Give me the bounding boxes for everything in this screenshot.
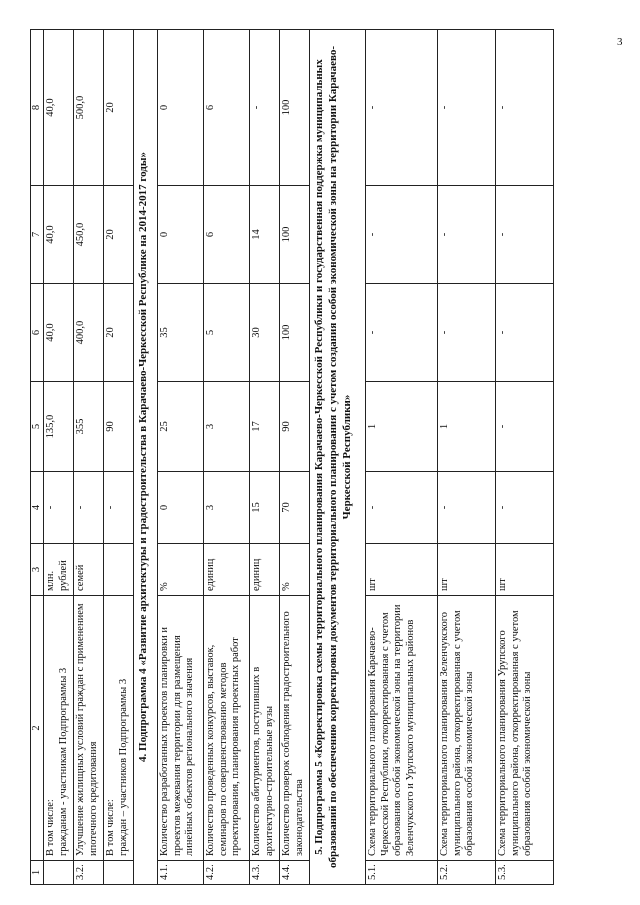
table-row — [280, 30, 310, 885]
table-row — [250, 30, 280, 885]
value-col6: 35 — [158, 284, 204, 382]
value-col4: - — [104, 472, 134, 544]
unit-cell: единиц — [250, 544, 280, 596]
indicator-name: В том числе: гражданам - участникам Подпрограммы 3 — [44, 596, 74, 861]
row-number: 5.3. — [496, 861, 554, 885]
column-number-7: 7 — [31, 186, 44, 284]
row-number: 3.2. — [74, 861, 104, 885]
indicator-name: Количество абитуриентов, поступивших в архитектурно-строительные вузы — [250, 596, 280, 861]
value-col5: 3 — [204, 382, 250, 472]
table-row — [438, 30, 496, 885]
value-col8: 0 — [158, 30, 204, 186]
row-number: 5.2. — [438, 861, 496, 885]
value-col8: - — [496, 30, 554, 186]
unit-cell: % — [158, 544, 204, 596]
value-col6: - — [496, 284, 554, 382]
indicator-name: Схема территориального планирования Карачаево-Черкесской Республики, откорректированная с учетом образования особой экономической зоны на территории Зеленчукского и Урупского муниципальных районов — [366, 596, 438, 861]
value-col5: 355 — [74, 382, 104, 472]
row-number — [44, 861, 74, 885]
section-5-header-title: 5. Подпрограмма 5 «Корректировка схемы территориального планирования Карачаево-Черкесской Республики и государственная поддержка муниципальных образований по обеспечению корректировки документов территориального планирования с учетом создания особой экономической зоны на территории Карачаево-Черкесской Республики» — [310, 30, 366, 885]
value-col8: 40,0 — [44, 30, 74, 186]
value-col7: 20 — [104, 186, 134, 284]
indicators-table — [30, 29, 554, 885]
unit-cell: % — [280, 544, 310, 596]
value-col4: 15 — [250, 472, 280, 544]
section-4-header-title: 4. Подпрограмма 4 «Развитие архитектуры и градостроительства в Карачаево-Черкесской Республике на 2014-2017 годы» — [134, 30, 158, 885]
table-row — [366, 30, 438, 885]
value-col8: - — [250, 30, 280, 186]
value-col4: - — [496, 472, 554, 544]
unit-cell: шт — [496, 544, 554, 596]
value-col7: 6 — [204, 186, 250, 284]
indicator-name: В том числе: граждан – участников Подпрограммы 3 — [104, 596, 134, 861]
value-col5: 17 — [250, 382, 280, 472]
column-number-2: 2 — [31, 596, 44, 861]
value-col5: 1 — [438, 382, 496, 472]
rotated-page-content — [30, 30, 630, 885]
row-number: 4.3. — [250, 861, 280, 885]
row-number: 4.2. — [204, 861, 250, 885]
table-row — [44, 30, 74, 885]
indicator-name: Количество разработанных проектов планировки и проектов межевания территории для размещения линейных объектов регионального значения — [158, 596, 204, 861]
page-number: 3 — [617, 36, 623, 48]
indicator-name: Количество проведенных конкурсов, выставок, семинаров по совершенствованию методов проектирования, планирования проектных работ — [204, 596, 250, 861]
value-col8: - — [438, 30, 496, 186]
value-col8: - — [366, 30, 438, 186]
value-col5: 1 — [366, 382, 438, 472]
unit-cell: шт — [366, 544, 438, 596]
column-number-5: 5 — [31, 382, 44, 472]
value-col6: 40,0 — [44, 284, 74, 382]
table-row — [104, 30, 134, 885]
value-col7: 0 — [158, 186, 204, 284]
value-col8: 6 — [204, 30, 250, 186]
indicator-name: Схема территориального планирования Урупского муниципального района, откорректированная с учетом образования особой экономической зоны — [496, 596, 554, 861]
value-col5: 90 — [280, 382, 310, 472]
value-col5: 25 — [158, 382, 204, 472]
value-col7: - — [366, 186, 438, 284]
row-number: 5.1. — [366, 861, 438, 885]
row-number: 4.4. — [280, 861, 310, 885]
value-col4: - — [366, 472, 438, 544]
value-col5: 90 — [104, 382, 134, 472]
section-4-header — [134, 30, 158, 885]
table-row — [74, 30, 104, 885]
unit-cell: единиц — [204, 544, 250, 596]
unit-cell — [104, 544, 134, 596]
value-col8: 20 — [104, 30, 134, 186]
value-col7: 40,0 — [44, 186, 74, 284]
column-number-3: 3 — [31, 544, 44, 596]
value-col6: 5 — [204, 284, 250, 382]
value-col6: - — [438, 284, 496, 382]
value-col6: 100 — [280, 284, 310, 382]
unit-cell: шт — [438, 544, 496, 596]
value-col6: 20 — [104, 284, 134, 382]
value-col4: - — [74, 472, 104, 544]
value-col7: 14 — [250, 186, 280, 284]
value-col7: 100 — [280, 186, 310, 284]
row-number — [104, 861, 134, 885]
table-row — [204, 30, 250, 885]
table-row — [496, 30, 554, 885]
value-col6: 400,0 — [74, 284, 104, 382]
value-col7: - — [438, 186, 496, 284]
section-5-header — [310, 30, 366, 885]
unit-cell: семей — [74, 544, 104, 596]
value-col8: 100 — [280, 30, 310, 186]
value-col8: 500,0 — [74, 30, 104, 186]
value-col4: 70 — [280, 472, 310, 544]
column-number-6: 6 — [31, 284, 44, 382]
unit-cell: млн. рублей — [44, 544, 74, 596]
value-col5: 135,0 — [44, 382, 74, 472]
value-col5: - — [496, 382, 554, 472]
value-col4: - — [44, 472, 74, 544]
column-number-1: 1 — [31, 861, 44, 885]
value-col6: 30 — [250, 284, 280, 382]
value-col4: - — [438, 472, 496, 544]
row-number: 4.1. — [158, 861, 204, 885]
value-col7: - — [496, 186, 554, 284]
indicator-name: Количество проверок соблюдения градостроительного законодательства — [280, 596, 310, 861]
table-header-row — [31, 30, 44, 885]
value-col4: 0 — [158, 472, 204, 544]
table-row — [158, 30, 204, 885]
indicator-name: Схема территориального планирования Зеленчукского муниципального района, откорректированная с учетом образования особой экономической зоны — [438, 596, 496, 861]
value-col6: - — [366, 284, 438, 382]
indicator-name: Улучшение жилищных условий граждан с применением ипотечного кредитования — [74, 596, 104, 861]
column-number-8: 8 — [31, 30, 44, 186]
value-col4: 3 — [204, 472, 250, 544]
value-col7: 450,0 — [74, 186, 104, 284]
column-number-4: 4 — [31, 472, 44, 544]
